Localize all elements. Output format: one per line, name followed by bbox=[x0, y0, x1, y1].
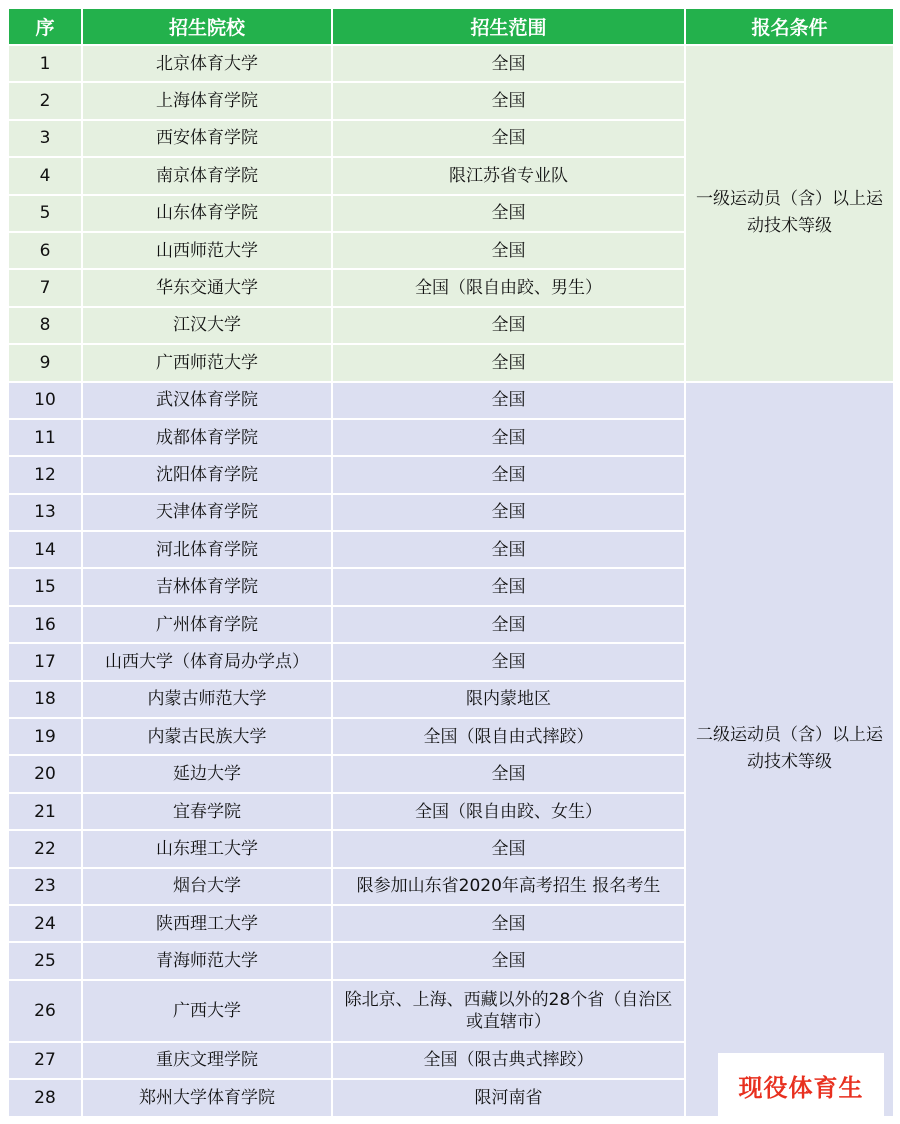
row-no: 6 bbox=[9, 233, 81, 268]
row-scope: 全国 bbox=[333, 906, 684, 941]
row-scope: 限参加山东省2020年高考招生 报名考生 bbox=[333, 869, 684, 904]
row-no: 10 bbox=[9, 383, 81, 418]
row-no: 16 bbox=[9, 607, 81, 642]
row-scope: 全国 bbox=[333, 233, 684, 268]
admission-table bbox=[7, 7, 895, 1118]
row-no: 13 bbox=[9, 495, 81, 530]
row-scope: 全国 bbox=[333, 831, 684, 866]
row-no: 3 bbox=[9, 121, 81, 156]
row-scope: 全国 bbox=[333, 46, 684, 81]
row-no: 19 bbox=[9, 719, 81, 754]
row-no: 18 bbox=[9, 682, 81, 717]
row-no: 7 bbox=[9, 270, 81, 305]
condition-group1: 一级运动员（含）以上运动技术等级 bbox=[686, 46, 893, 381]
row-no: 11 bbox=[9, 420, 81, 455]
row-school: 上海体育学院 bbox=[83, 83, 331, 118]
row-school: 山西大学（体育局办学点） bbox=[83, 644, 331, 679]
row-school: 吉林体育学院 bbox=[83, 569, 331, 604]
row-school: 河北体育学院 bbox=[83, 532, 331, 567]
row-no: 20 bbox=[9, 756, 81, 791]
row-scope: 全国（限古典式摔跤） bbox=[333, 1043, 684, 1078]
row-no: 23 bbox=[9, 869, 81, 904]
row-scope: 限江苏省专业队 bbox=[333, 158, 684, 193]
row-scope: 全国 bbox=[333, 83, 684, 118]
row-school: 青海师范大学 bbox=[83, 943, 331, 978]
header-scope: 招生范围 bbox=[333, 9, 684, 44]
row-school: 西安体育学院 bbox=[83, 121, 331, 156]
row-scope: 全国 bbox=[333, 756, 684, 791]
row-school: 山东体育学院 bbox=[83, 196, 331, 231]
row-school: 天津体育学院 bbox=[83, 495, 331, 530]
row-no: 21 bbox=[9, 794, 81, 829]
row-scope: 全国（限自由跤、男生） bbox=[333, 270, 684, 305]
row-school: 郑州大学体育学院 bbox=[83, 1080, 331, 1115]
row-scope: 全国 bbox=[333, 943, 684, 978]
row-scope: 全国 bbox=[333, 196, 684, 231]
row-scope: 全国（限自由跤、女生） bbox=[333, 794, 684, 829]
row-scope: 全国 bbox=[333, 644, 684, 679]
row-school: 陕西理工大学 bbox=[83, 906, 331, 941]
row-no: 15 bbox=[9, 569, 81, 604]
row-no: 12 bbox=[9, 457, 81, 492]
row-school: 内蒙古师范大学 bbox=[83, 682, 331, 717]
row-no: 5 bbox=[9, 196, 81, 231]
row-school: 山东理工大学 bbox=[83, 831, 331, 866]
row-scope: 全国 bbox=[333, 420, 684, 455]
row-school: 内蒙古民族大学 bbox=[83, 719, 331, 754]
row-scope: 全国 bbox=[333, 607, 684, 642]
row-scope: 限内蒙地区 bbox=[333, 682, 684, 717]
row-no: 14 bbox=[9, 532, 81, 567]
row-no: 25 bbox=[9, 943, 81, 978]
row-school: 广州体育学院 bbox=[83, 607, 331, 642]
row-no: 27 bbox=[9, 1043, 81, 1078]
row-no: 8 bbox=[9, 308, 81, 343]
row-no: 17 bbox=[9, 644, 81, 679]
row-scope: 全国 bbox=[333, 308, 684, 343]
row-school: 烟台大学 bbox=[83, 869, 331, 904]
row-scope: 除北京、上海、西藏以外的28个省（自治区或直辖市） bbox=[333, 981, 684, 1041]
header-condition: 报名条件 bbox=[686, 9, 893, 44]
row-scope: 全国 bbox=[333, 121, 684, 156]
table-row bbox=[9, 46, 893, 81]
row-scope: 全国 bbox=[333, 383, 684, 418]
row-no: 24 bbox=[9, 906, 81, 941]
row-school: 南京体育学院 bbox=[83, 158, 331, 193]
header-row bbox=[9, 9, 893, 44]
row-school: 华东交通大学 bbox=[83, 270, 331, 305]
row-school: 广西师范大学 bbox=[83, 345, 331, 380]
header-school: 招生院校 bbox=[83, 9, 331, 44]
condition-group2: 二级运动员（含）以上运动技术等级 bbox=[686, 383, 893, 1116]
row-no: 28 bbox=[9, 1080, 81, 1115]
row-school: 宜春学院 bbox=[83, 794, 331, 829]
row-no: 22 bbox=[9, 831, 81, 866]
row-no: 4 bbox=[9, 158, 81, 193]
row-scope: 全国（限自由式摔跤） bbox=[333, 719, 684, 754]
row-scope: 全国 bbox=[333, 569, 684, 604]
row-no: 9 bbox=[9, 345, 81, 380]
row-school: 江汉大学 bbox=[83, 308, 331, 343]
table-row bbox=[9, 383, 893, 418]
watermark-logo: 现役体育生 bbox=[718, 1053, 884, 1117]
row-school: 广西大学 bbox=[83, 981, 331, 1041]
row-no: 26 bbox=[9, 981, 81, 1041]
row-school: 延边大学 bbox=[83, 756, 331, 791]
row-scope: 全国 bbox=[333, 532, 684, 567]
row-scope: 全国 bbox=[333, 495, 684, 530]
row-school: 北京体育大学 bbox=[83, 46, 331, 81]
row-no: 2 bbox=[9, 83, 81, 118]
row-scope: 全国 bbox=[333, 457, 684, 492]
row-scope: 全国 bbox=[333, 345, 684, 380]
row-school: 重庆文理学院 bbox=[83, 1043, 331, 1078]
row-scope: 限河南省 bbox=[333, 1080, 684, 1115]
row-school: 山西师范大学 bbox=[83, 233, 331, 268]
row-school: 沈阳体育学院 bbox=[83, 457, 331, 492]
row-school: 武汉体育学院 bbox=[83, 383, 331, 418]
row-school: 成都体育学院 bbox=[83, 420, 331, 455]
header-no: 序 bbox=[9, 9, 81, 44]
row-no: 1 bbox=[9, 46, 81, 81]
